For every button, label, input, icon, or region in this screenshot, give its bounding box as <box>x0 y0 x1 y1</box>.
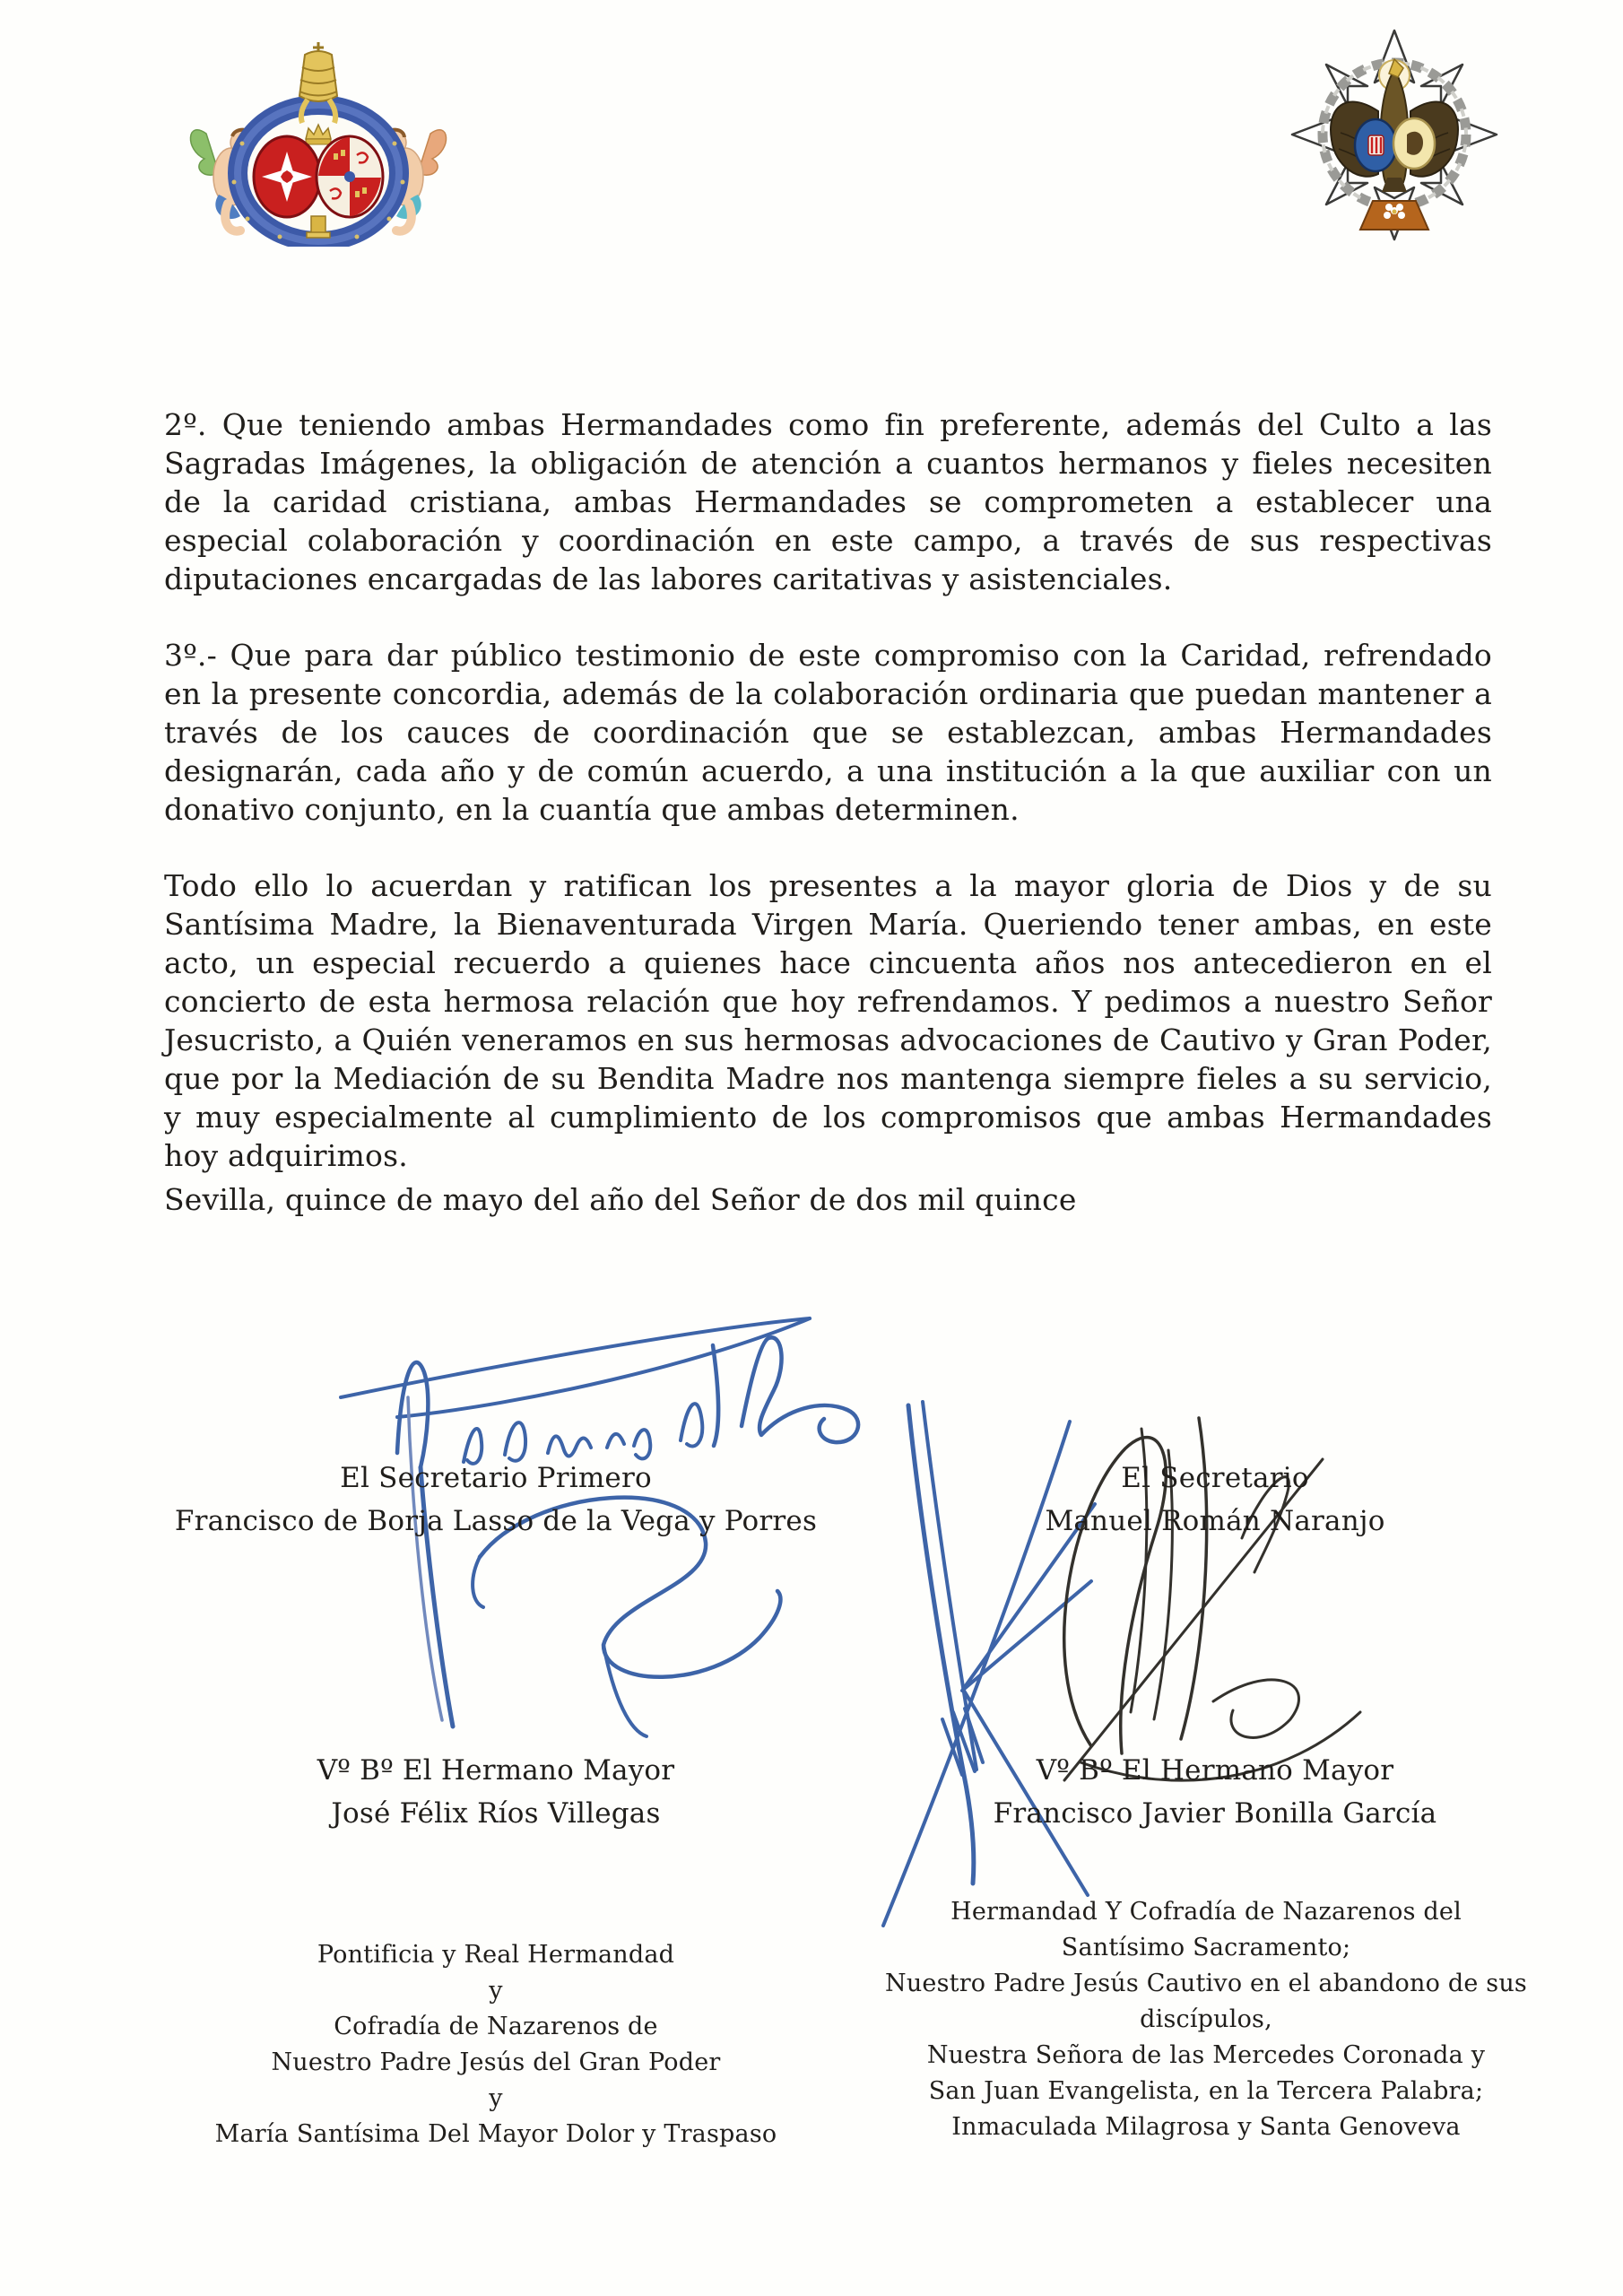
org-left-line: Nuestro Padre Jesús del Gran Poder <box>271 2048 721 2076</box>
role-secretario: El Secretario <box>1121 1462 1309 1494</box>
org-right-line: Nuestra Señora de las Mercedes Coronada y <box>926 2041 1486 2069</box>
org-left-line: Cofradía de Nazarenos de <box>334 2013 658 2040</box>
eagle-cross-chain-emblem <box>1287 25 1502 245</box>
org-left-line: y <box>489 1977 503 2005</box>
paragraph-3: 3º.- Que para dar público testimonio de este compromiso con la Caridad, refrendado en la presente concordia, además de la colaboración ordinaria que puedan mantener a través de los cauces de coordinación que se establezcan, ambas Hermandades designarán, cada año y de común acuerdo, a una institución a la que auxiliar con un donativo conjunto, en la cuantía que ambas determinen. <box>164 638 1492 827</box>
signature-block-hermano-mayor-right <box>937 1749 1493 1835</box>
role-hermano-mayor-right: Vº Bº El Hermano Mayor <box>1036 1754 1394 1787</box>
dateline: Sevilla, quince de mayo del año del Señor de dos mil quince <box>164 1182 1077 1217</box>
name-secretario-primero: Francisco de Borja Lasso de la Vega y Porres <box>174 1505 818 1537</box>
role-secretario-primero: El Secretario Primero <box>340 1462 652 1494</box>
paragraph-2: 2º. Que teniendo ambas Hermandades como fin preferente, además del Culto a las Sagradas Imágenes, la obligación de atención a cuantos hermanos y fieles necesiten de la caridad cristiana, ambas Hermandades se comprometen a establecer una especial colaboración y coordinación en este campo, a través de sus respectivas diputaciones encargadas de las labores caritativas y asistenciales. <box>164 407 1492 596</box>
papal-coat-of-arms-emblem <box>179 40 457 247</box>
organization-title-gran-poder <box>164 1937 828 2152</box>
name-hermano-mayor-right: Francisco Javier Bonilla García <box>993 1797 1437 1830</box>
name-secretario: Manuel Román Naranjo <box>1045 1505 1385 1537</box>
role-hermano-mayor-left: Vº Bº El Hermano Mayor <box>317 1754 675 1787</box>
org-left-line: y <box>489 2084 503 2112</box>
organization-title-cautivo <box>856 1894 1556 2145</box>
org-left-line: Pontificia y Real Hermandad <box>317 1941 675 1969</box>
name-hermano-mayor-left: José Félix Ríos Villegas <box>331 1797 661 1830</box>
signature-block-hermano-mayor-left <box>164 1749 828 1835</box>
org-right-line: Santísimo Sacramento; <box>1061 1934 1351 1961</box>
signature-block-secretario-primero <box>164 1457 828 1543</box>
org-right-line: Nuestro Padre Jesús Cautivo en el abandono de sus <box>885 1970 1527 1997</box>
org-right-line: Inmaculada Milagrosa y Santa Genoveva <box>951 2113 1461 2141</box>
org-right-line: Hermandad Y Cofradía de Nazarenos del <box>950 1898 1462 1926</box>
org-left-line: María Santísima Del Mayor Dolor y Traspaso <box>214 2120 777 2148</box>
paragraph-closing: Todo ello lo acuerdan y ratifican los presentes a la mayor gloria de Dios y de su Santísima Madre, la Bienaventurada Virgen María. Queriendo tener ambas, en este acto, un especial recuerdo a quienes hace cincuenta años nos antecedieron en el concierto de esta hermosa relación que hoy refrendamos. Y pedimos a nuestro Señor Jesucristo, a Quién veneramos en sus hermosas advocaciones de Cautivo y Gran Poder, que por la Mediación de su Bendita Madre nos mantenga siempre fieles a su servicio, y muy especialmente al cumplimiento de los compromisos que ambas Hermandades hoy adquirimos. <box>164 868 1492 1173</box>
body-text <box>164 405 1492 1213</box>
signature-block-secretario <box>937 1457 1493 1543</box>
org-right-line: discípulos, <box>1140 2005 1272 2033</box>
org-right-line: San Juan Evangelista, en la Tercera Palabra; <box>928 2077 1484 2105</box>
